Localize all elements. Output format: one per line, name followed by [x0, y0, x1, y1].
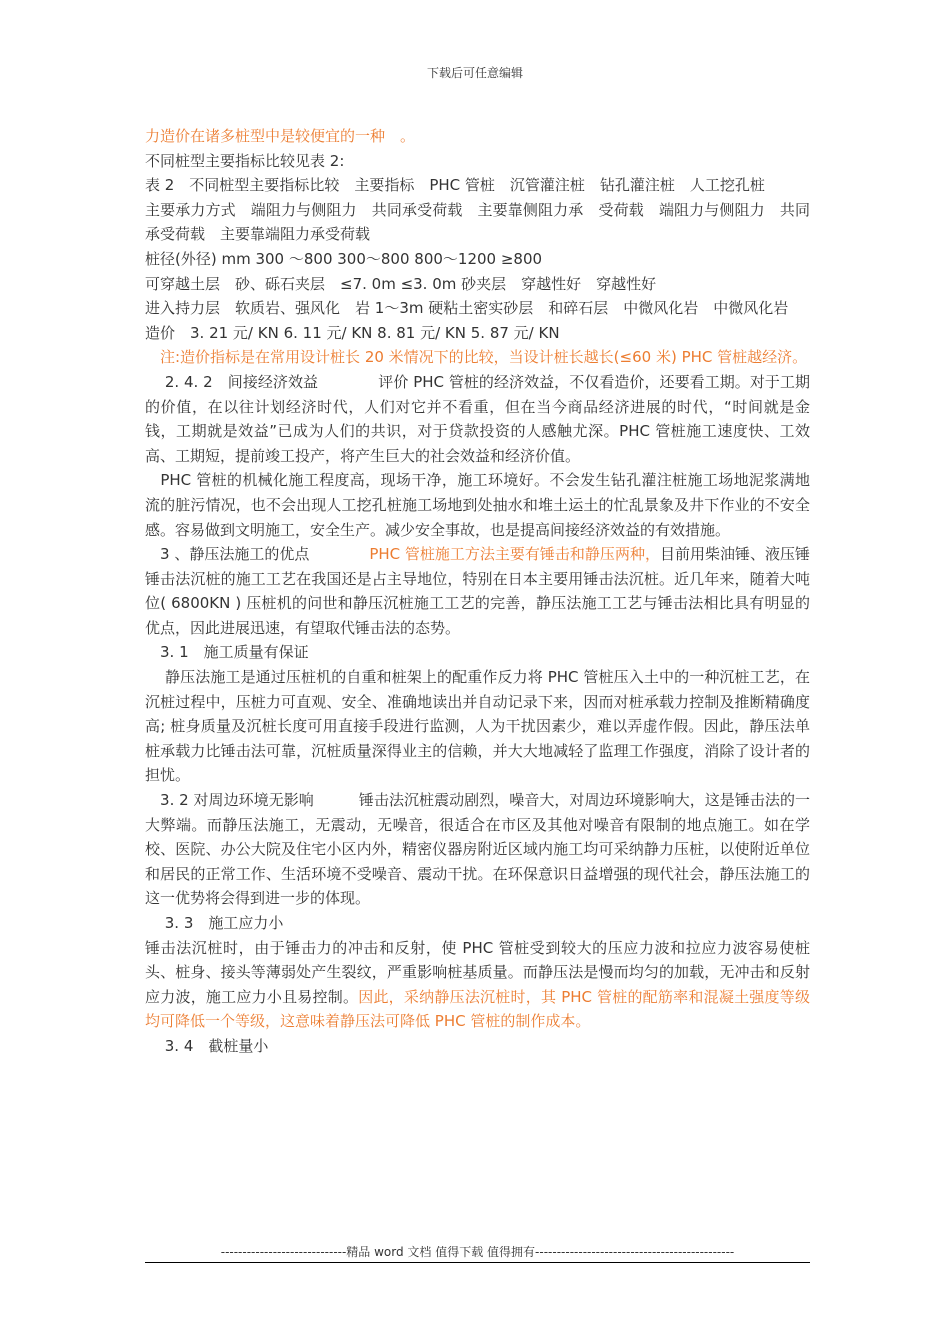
- text-segment: 可穿越土层 砂、砾石夹层 ≤7. 0m ≤3. 0m 砂夹层 穿越性好 穿越性好: [145, 274, 657, 293]
- paragraph: [145, 124, 810, 149]
- paragraph: [145, 542, 810, 640]
- highlighted-text: 因此，采纳静压法沉桩时，其 PHC 管桩的配筋率和混凝土强度等级均可降低一个等级，这意味着静压法可降低 PHC 管桩的制作成本。: [145, 987, 810, 1031]
- paragraph: [145, 665, 810, 788]
- paragraph: [145, 370, 810, 468]
- text-segment: 3. 2 对周边环境无影响 锤击法沉桩震动剧烈，噪音大，对周边环境影响大，这是锤击法的一大弊端。而静压法施工，无震动，无噪音，很适合在市区及其他对噪音有限制的地点施工。如在学校、医院、办公大院及住宅小区内外，精密仪器房附近区域内施工均可采纳静力压桩，以使附近单位和居民的正常工作、生活环境不受噪音、震动干扰。在环保意识日益增强的现代社会，静压法施工的这一优势将会得到进一步的体现。: [145, 791, 810, 908]
- paragraph: [145, 149, 810, 174]
- page-header: 下载后可任意编辑: [426, 66, 523, 80]
- paragraph: [145, 468, 810, 542]
- paragraph: [145, 788, 810, 911]
- text-segment: 3. 1 施工质量有保证: [145, 643, 309, 662]
- highlighted-text: 力造价在诸多桩型中是较便宜的一种 。: [145, 127, 416, 145]
- paragraph: [145, 345, 810, 370]
- text-segment: PHC 管桩的机械化施工程度高，现场干净，施工环境好。不会发生钻孔灌注桩施工场地泥浆满地流的脏污情况，也不会出现人工挖孔桩施工场地到处抽水和堆土运土的忙乱景象及井下作业的不安全感。容易做到文明施工，安全生产。减少安全事故，也是提高间接经济效益的有效措施。: [145, 471, 810, 539]
- text-segment: 静压法施工是通过压桩机的自重和桩架上的配重作反力将 PHC 管桩压入土中的一种沉桩工艺，在沉桩过程中，压桩力可直观、安全、准确地读出并自动记录下来，因而对桩承载力控制及推断精确度高; 桩身质量及沉桩长度可用直接手段进行监测，人为干扰因素少，难以弄虚作假。因此，静压法单桩承载力比锤击法可靠，沉桩质量深得业主的信赖，并大大地减轻了监理工作强度，消除了设计者的担忧。: [145, 668, 810, 785]
- paragraph: [145, 1034, 810, 1059]
- text-segment: 主要承力方式 端阻力与侧阻力 共同承受荷载 主要靠侧阻力承 受荷载 端阻力与侧阻力 共同承受荷载 主要靠端阻力承受荷载: [145, 200, 810, 244]
- paragraph: [145, 198, 810, 247]
- text-segment: 桩径(外径) mm 300 ～800 300～800 800～1200 ≥800: [145, 249, 543, 268]
- text-segment: 2. 4. 2 间接经济效益 评价 PHC 管桩的经济效益，不仅看造价，还要看工期。对于工期的价值，在以往计划经济时代，人们对它并不看重，但在当今商品经济进展的时代，“时间就是金钱，工期就是效益”已成为人们的共识，对于贷款投资的人感触尤深。PHC 管桩施工速度快、工效高、工期短，提前竣工投产，将产生巨大的社会效益和经济价值。: [145, 372, 810, 465]
- paragraph: [145, 272, 810, 297]
- text-segment: 3. 4 截桩量小: [145, 1036, 269, 1055]
- highlighted-text: 注:造价指标是在常用设计桩长 20 米情况下的比较，当设计桩长越长(≤60 米) PHC 管桩越经济。: [145, 348, 808, 367]
- paragraph: [145, 247, 810, 272]
- document-body: [145, 124, 810, 1059]
- paragraph: [145, 173, 810, 198]
- text-segment: 3 、静压法施工的优点: [145, 545, 370, 564]
- text-segment: 不同桩型主要指标比较见表 2:: [145, 151, 345, 170]
- page-footer: -----------------------------精品 word 文档 值得下载 值得拥有----------------------------------------------: [145, 1244, 810, 1263]
- text-segment: 锤击法沉桩时，由于锤击力的冲击和反射，使 PHC 管桩受到较大的压应力波和拉应力波容易使桩头、桩身、接头等薄弱处产生裂纹，严重影响桩基质量。而静压法是慢而均匀的加载，无冲击和反射应力波，施工应力小且易控制。: [145, 938, 810, 1006]
- paragraph: [145, 640, 810, 665]
- paragraph: [145, 296, 810, 321]
- highlighted-text: PHC 管桩施工方法主要有锤击和静压两种，: [369, 545, 660, 564]
- paragraph: [145, 321, 810, 346]
- paragraph: [145, 936, 810, 1034]
- text-segment: 目前用柴油锤、液压锤锤击法沉桩的施工工艺在我国还是占主导地位，特别在日本主要用锤击法沉桩。近几年来，随着大吨位( 6800KN ) 压桩机的问世和静压沉桩施工工艺的完善，静压法施工工艺与锤击法相比具有明显的优点，因此进展迅速，有望取代锤击法的态势。: [145, 545, 810, 637]
- text-segment: 表 2 不同桩型主要指标比较 主要指标 PHC 管桩 沉管灌注桩 钻孔灌注桩 人工挖孔桩: [145, 176, 765, 195]
- paragraph: [145, 911, 810, 936]
- text-segment: 3. 3 施工应力小: [145, 914, 284, 932]
- text-segment: 进入持力层 软质岩、强风化 岩 1～3m 硬粘土密实砂层 和碎石层 中微风化岩 中微风化岩: [145, 299, 789, 318]
- text-segment: 造价 3. 21 元/ KN 6. 11 元/ KN 8. 81 元/ KN 5. 87 元/ KN: [145, 323, 560, 342]
